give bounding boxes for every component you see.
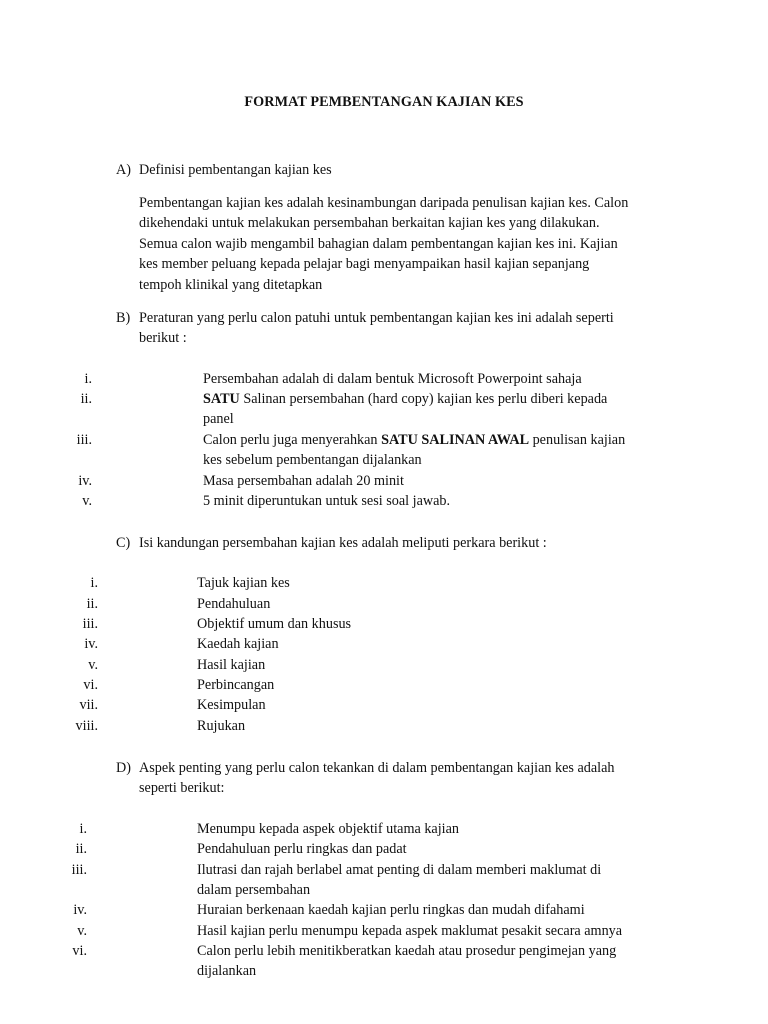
list-number: ii.	[75, 841, 87, 857]
section-b-letter: B)	[116, 310, 131, 326]
list-item-text: Kaedah kajian	[197, 636, 279, 652]
list-number: vii.	[79, 697, 98, 713]
list-item-text: SATU Salinan persembahan (hard copy) kajian kes perlu diberi kepada	[203, 391, 608, 407]
list-number: iv.	[73, 902, 87, 918]
paragraph-line: dikehendaki untuk melakukan persembahan berkaitan kajian kes yang dilakukan.	[139, 215, 600, 232]
list-item-text: Perbincangan	[197, 677, 275, 693]
section-d-heading	[139, 758, 676, 799]
list-number: v.	[82, 493, 92, 509]
paragraph-line: Semua calon wajib mengambil bahagian dalam pembentangan kajian kes ini. Kajian	[139, 235, 618, 252]
paragraph-line: kes member peluang kepada pelajar bagi menyampaikan hasil kajian sepanjang	[139, 256, 590, 273]
heading-line: Peraturan yang perlu calon patuhi untuk pembentangan kajian kes ini adalah seperti	[139, 310, 614, 326]
list-number: iii.	[82, 616, 98, 632]
section-d-letter: D)	[116, 760, 131, 776]
bold-text: SATU SALINAN AWAL	[381, 432, 530, 448]
list-number: iii.	[76, 432, 92, 448]
list-number: vi.	[83, 677, 98, 693]
list-item-text: Tajuk kajian kes	[197, 575, 290, 591]
list-number: i.	[79, 821, 87, 837]
section-c-letter: C)	[116, 535, 131, 551]
list-number: vi.	[72, 943, 87, 959]
list-item-text: Persembahan adalah di dalam bentuk Microsoft Powerpoint sahaja	[203, 371, 582, 387]
list-number: v.	[77, 923, 87, 939]
bold-text: SATU	[203, 391, 240, 407]
section-b-heading	[139, 308, 676, 349]
list-number: iii.	[71, 862, 87, 878]
list-number: i.	[90, 575, 98, 591]
list-item-text: Huraian berkenaan kaedah kajian perlu ringkas dan mudah difahami	[197, 902, 585, 918]
document-title: FORMAT PEMBENTANGAN KAJIAN KES	[244, 94, 524, 110]
list-item-text: panel	[203, 411, 234, 428]
list-number: v.	[88, 657, 98, 673]
heading-line: seperti berikut:	[139, 780, 225, 797]
list-item-text: kes sebelum pembentangan dijalankan	[203, 452, 422, 469]
list-item-text: Pendahuluan perlu ringkas dan padat	[197, 841, 407, 857]
list-item-text: Calon perlu lebih menitikberatkan kaedah atau prosedur pengimejan yang	[197, 943, 617, 959]
list-number: i.	[84, 371, 92, 387]
list-item-text: Kesimpulan	[197, 697, 266, 713]
list-item-text: dijalankan	[197, 963, 257, 980]
list-number: iv.	[84, 636, 98, 652]
list-item-text: Pendahuluan	[197, 596, 271, 612]
list-number: ii.	[86, 596, 98, 612]
paragraph-line: tempoh klinikal yang ditetapkan	[139, 276, 323, 293]
section-c-heading: Isi kandungan persembahan kajian kes adalah meliputi perkara berikut :	[139, 535, 547, 551]
list-item-text: Calon perlu juga menyerahkan SATU SALINAN AWAL penulisan kajian	[203, 432, 626, 448]
list-item-text: Rujukan	[197, 718, 246, 734]
section-a-heading: Definisi pembentangan kajian kes	[139, 162, 332, 178]
list-item-text: dalam persembahan	[197, 882, 311, 899]
list-item-text: Menumpu kepada aspek objektif utama kajian	[197, 821, 459, 837]
heading-line: berikut :	[139, 330, 187, 347]
list-item-text: Ilutrasi dan rajah berlabel amat penting di dalam memberi maklumat di	[197, 862, 602, 878]
paragraph-line: Pembentangan kajian kes adalah kesinambungan daripada penulisan kajian kes. Calon	[139, 195, 629, 211]
list-item-text: 5 minit diperuntukan untuk sesi soal jawab.	[203, 493, 451, 509]
list-number: ii.	[80, 391, 92, 407]
heading-line: Aspek penting yang perlu calon tekankan di dalam pembentangan kajian kes adalah	[139, 760, 615, 776]
list-number: viii.	[75, 718, 98, 734]
list-item-text: Masa persembahan adalah 20 minit	[203, 473, 404, 489]
list-number: iv.	[78, 473, 92, 489]
list-item-text: Hasil kajian perlu menumpu kepada aspek maklumat pesakit secara amnya	[197, 923, 623, 939]
list-item-text: Objektif umum dan khusus	[197, 616, 352, 632]
list-item-text: Hasil kajian	[197, 657, 266, 673]
section-a-paragraph	[139, 193, 679, 295]
section-a-letter: A)	[116, 162, 131, 178]
